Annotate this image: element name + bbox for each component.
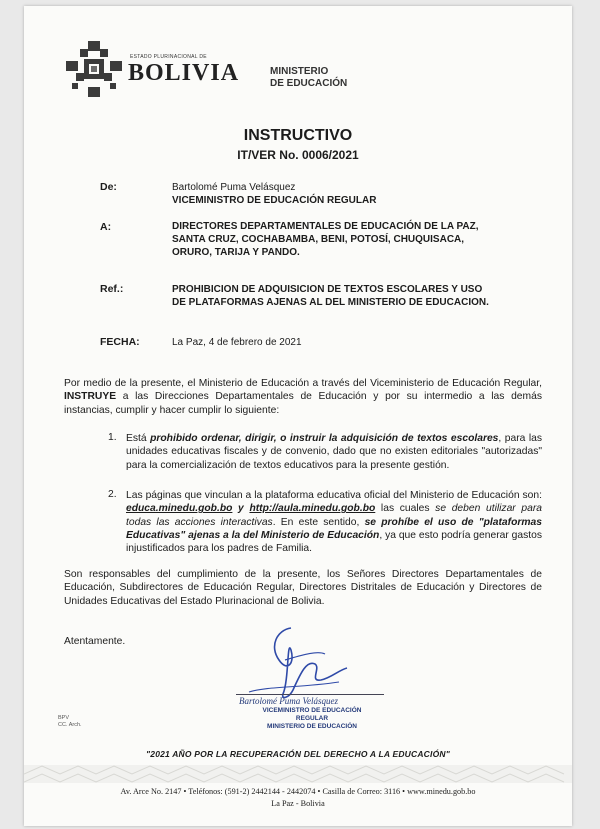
ministry-line1: MINISTERIO (270, 66, 329, 77)
item1-emphasis: prohibido ordenar, dirigir, o instruir la adquisición de textos escolares (150, 433, 499, 444)
state-small-label: ESTADO PLURINACIONAL DE (130, 54, 207, 60)
year-slogan: "2021 AÑO POR LA RECUPERACIÓN DEL DERECHO A LA EDUCACIÓN" (146, 749, 450, 759)
footer-address: Av. Arce No. 2147 • Teléfonos: (591-2) 2442144 - 2442074 • Casilla de Correo: 3116 • www.minedu.gob.bo (120, 787, 476, 796)
item1-text-b: , para las unidades educativas fiscales y de convenio, dado que no existen editoriales "autorizadas" para la comercialización de textos educativos para la presente gestión. (126, 433, 542, 471)
ministry-line2: DE EDUCACIÓN (270, 78, 348, 89)
from-role: VICEMINISTRO DE EDUCACIÓN REGULAR (172, 195, 377, 206)
to-label: A: (100, 221, 112, 233)
link-aula[interactable]: http://aula.minedu.gob.bo (249, 503, 376, 515)
link-educa[interactable]: educa.minedu.gob.bo (126, 503, 233, 515)
intro-instruye: INSTRUYE (64, 391, 117, 403)
document-initials (58, 715, 82, 729)
date-label: FECHA: (100, 336, 140, 348)
to-line2: SANTA CRUZ, COCHABAMBA, BENI, POTOSÍ, CHUQUISACA, (172, 234, 465, 245)
item1-text (126, 432, 542, 472)
item2-and: y (232, 503, 250, 515)
signature-name: Bartolomé Puma Velásquez (239, 696, 338, 706)
signature-line (236, 694, 384, 695)
document-code: IT/VER No. 0006/2021 (237, 148, 359, 162)
state-name: BOLIVIA (128, 60, 240, 86)
from-name: Bartolomé Puma Velásquez (172, 182, 296, 193)
handwritten-signature-icon (229, 620, 359, 705)
to-line3: ORURO, TARIJA Y PANDO. (172, 247, 300, 258)
signature-role-line1: VICEMINISTRO DE EDUCACIÓN REGULAR (262, 707, 362, 722)
bolivia-emblem-icon (62, 39, 126, 101)
signature-role (246, 707, 378, 731)
ministry-name (270, 66, 347, 90)
salutation: Atentamente. (64, 636, 126, 647)
item2-text (126, 489, 542, 555)
to-line1: DIRECTORES DEPARTAMENTALES DE EDUCACIÓN DE LA PAZ, (172, 221, 479, 232)
ref-line2: DE PLATAFORMAS AJENAS AL DEL MINISTERIO DE EDUCACION. (172, 297, 489, 308)
item2-text-d: , ya que esto podría generar gastos injustificados para los padres de Familia. (126, 529, 542, 555)
item2-text-b: las cuales (375, 503, 436, 515)
ref-line1: PROHIBICION DE ADQUISICION DE TEXTOS ESCOLARES Y USO (172, 284, 483, 295)
item1-text-a: Está (126, 433, 151, 444)
item2-emphasis: se prohíbe el uso de "plataformas Educativas" ajenas a la del Ministerio de Educación (126, 516, 542, 541)
item1-number: 1. (108, 432, 117, 443)
from-label: De: (100, 181, 117, 193)
document-page (24, 6, 572, 826)
intro-paragraph (64, 377, 542, 417)
initials-line2: CC. Arch. (58, 722, 82, 728)
item2-number: 2. (108, 489, 117, 500)
date-value: La Paz, 4 de febrero de 2021 (172, 337, 302, 348)
closing-paragraph: Son responsables del cumplimiento de la presente, los Señores Directores Departamentales de Educación, Subdirectores de Educación Regular, Directores Distritales de Educación y Directores de Unidades Educativas del Estado Plurinacional de Bolivia. (64, 569, 542, 607)
item2-text-c: . En este sentido, (272, 516, 365, 528)
document-title: INSTRUCTIVO (243, 127, 353, 144)
ref-label: Ref.: (100, 283, 124, 295)
intro-text-a: Por medio de la presente, el Ministerio de Educación a través del Viceministerio de Educación Regular, (64, 378, 542, 389)
initials-line1: BPV (58, 715, 70, 721)
item2-text-a: Las páginas que vinculan a la plataforma educativa oficial del Ministerio de Educación son: (126, 490, 542, 501)
footer-pattern-icon (24, 765, 572, 783)
footer-city: La Paz - Bolivia (271, 799, 325, 808)
item2-italic: se deben utilizar para todas las acciones interactivas (126, 503, 542, 528)
intro-text-b: a las Direcciones Departamentales de Educación y por su intermedio a las demás instancias, cumplir y hacer cumplir lo siguiente: (64, 391, 542, 416)
signature-role-line2: MINISTERIO DE EDUCACIÓN (267, 723, 357, 730)
